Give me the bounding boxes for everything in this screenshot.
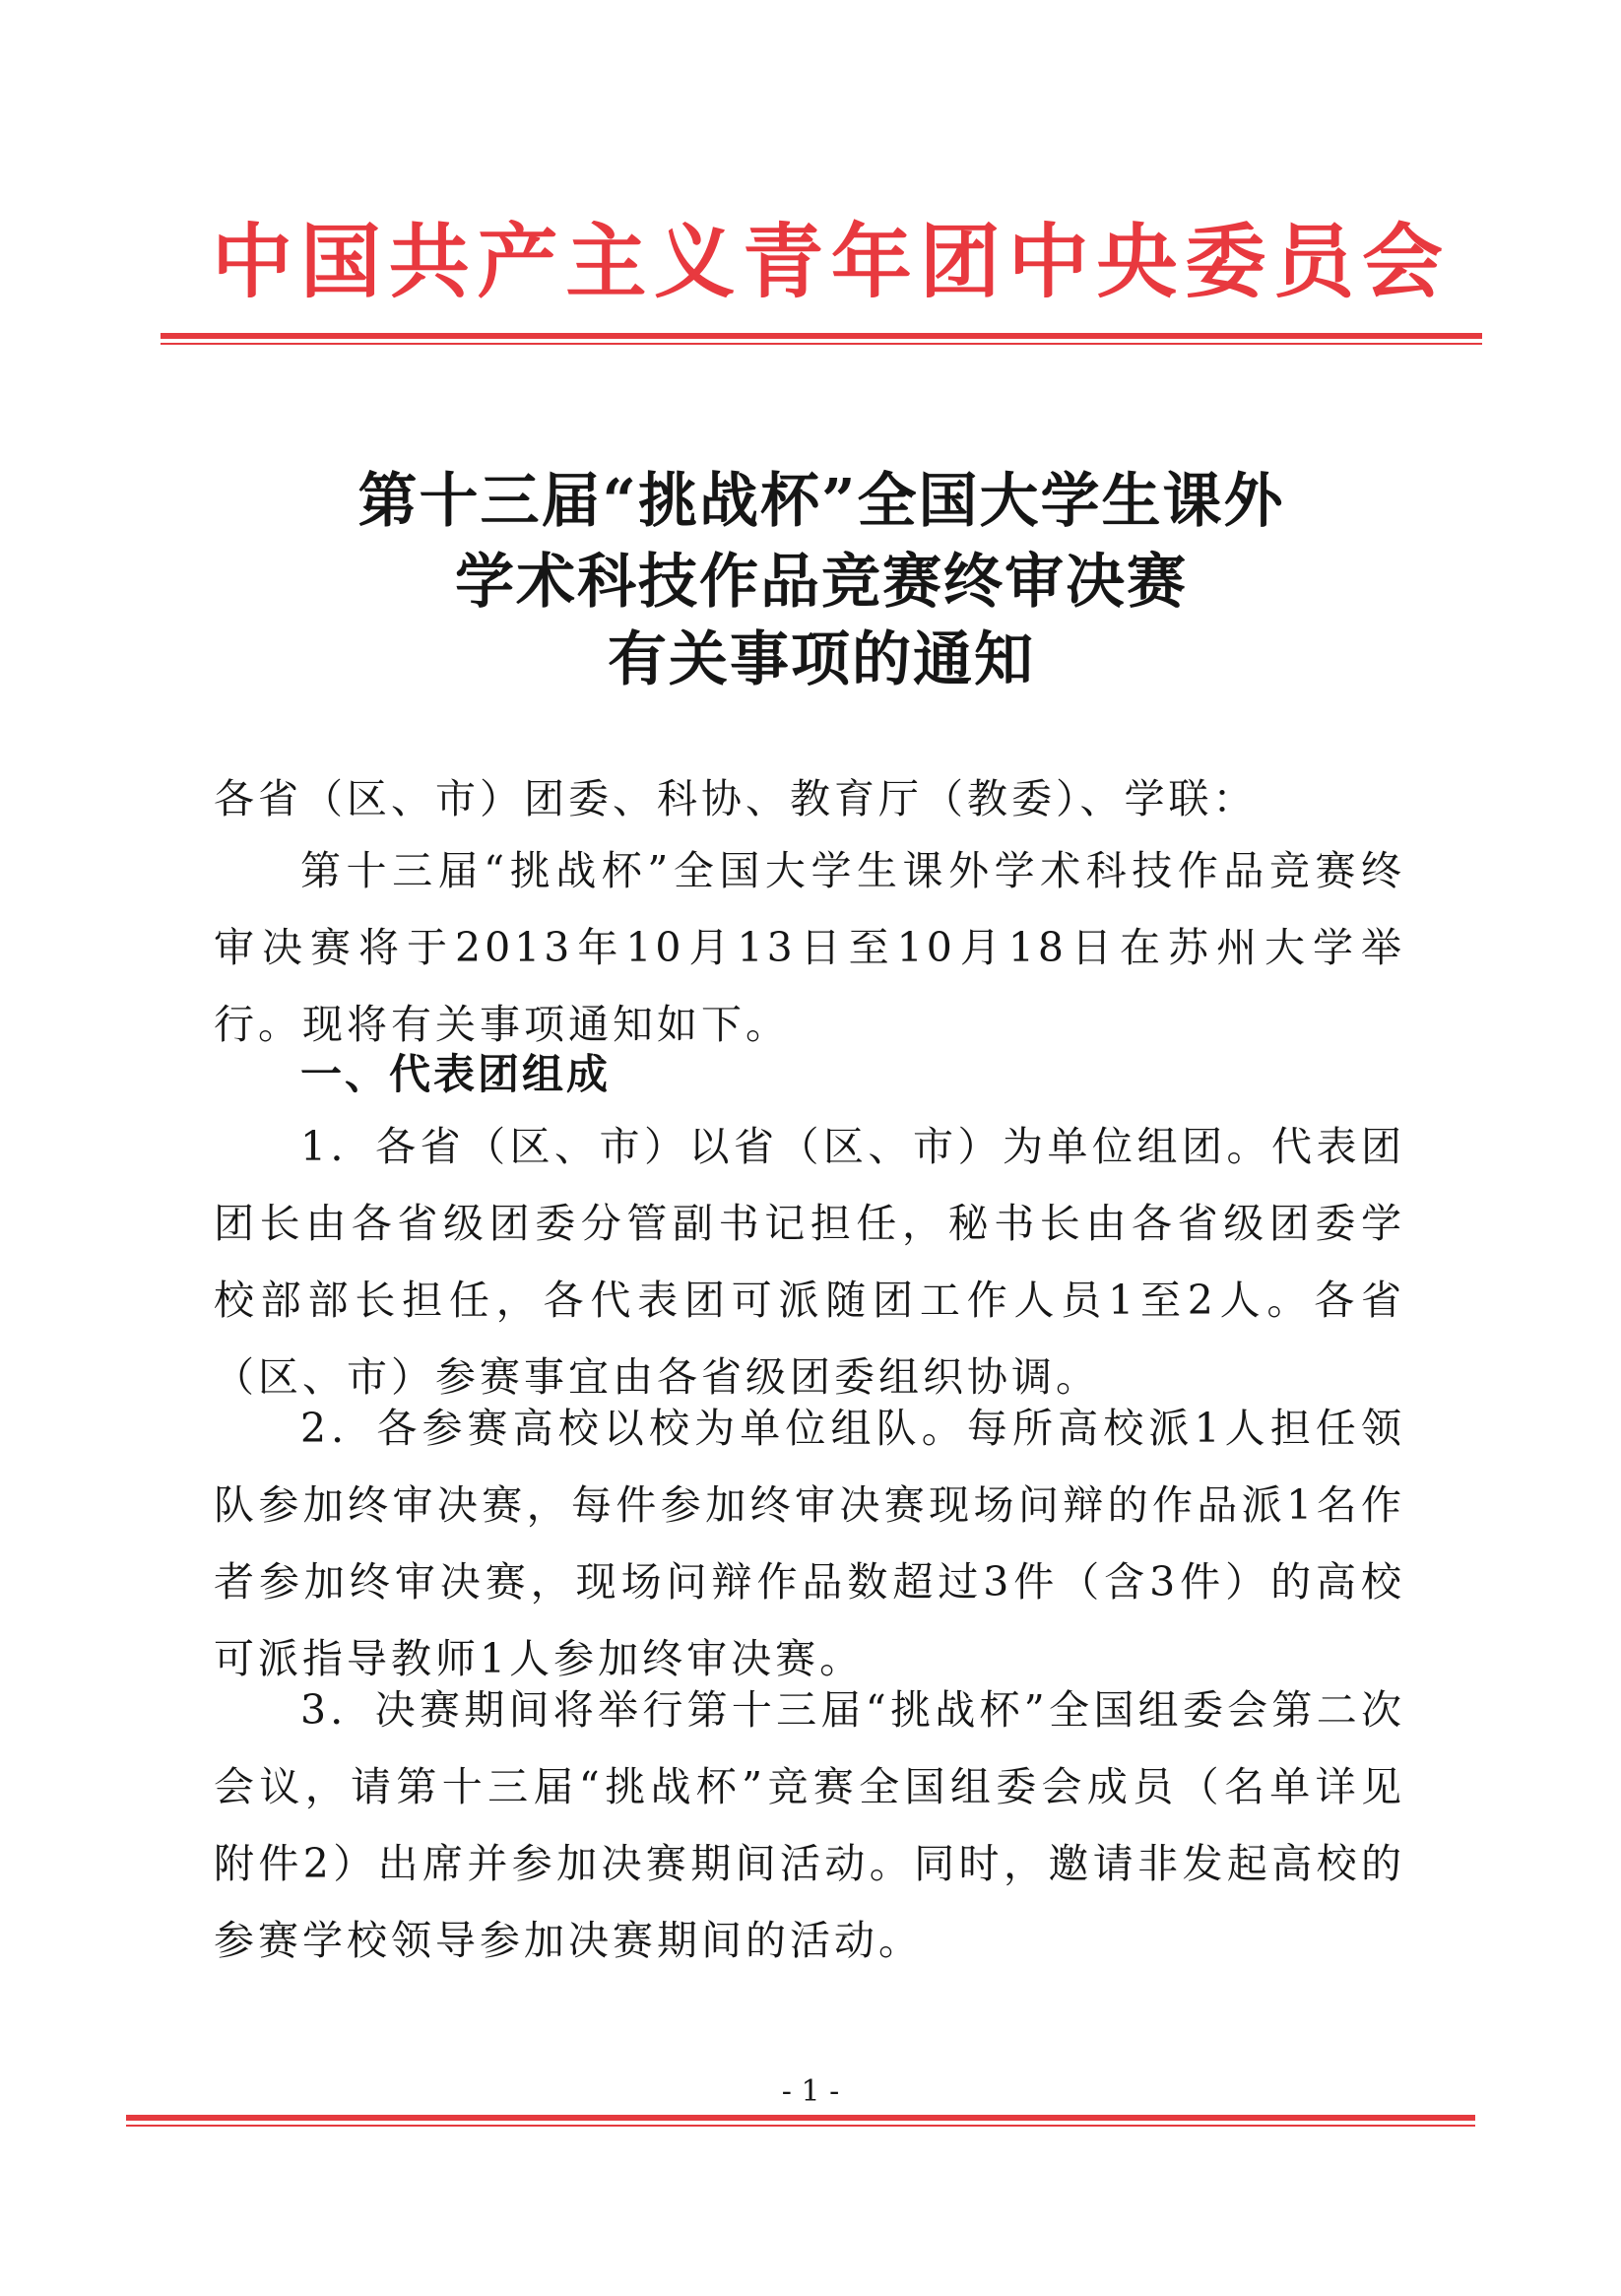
item-3-paragraph: 3．决赛期间将举行第十三届“挑战杯”全国组委会第二次会议，请第十三届“挑战杯”竞赛全国组委会成员（名单详见附件2）出席并参加决赛期间活动。同时，邀请非发起高校的参赛学校领导参加决赛期间的活动。 bbox=[214, 1686, 1405, 1964]
letterhead-char: 国 bbox=[299, 215, 381, 309]
letterhead-char: 员 bbox=[1273, 215, 1355, 309]
section-heading: 一、代表团组成 bbox=[300, 1050, 612, 1098]
letterhead-char: 委 bbox=[1185, 215, 1266, 309]
title-line-2: 学术科技作品竞赛终审决赛 bbox=[455, 548, 1188, 617]
letterhead-char: 主 bbox=[565, 215, 647, 309]
letterhead-char: 中 bbox=[212, 215, 293, 309]
salutation: 各省（区、市）团委、科协、教育厅（教委）、学联： bbox=[214, 775, 1258, 822]
page-number: - 1 - bbox=[781, 2074, 840, 2109]
title-line-3: 有关事项的通知 bbox=[608, 625, 1035, 694]
letterhead-char: 中 bbox=[1007, 215, 1089, 309]
item-1-paragraph: 1．各省（区、市）以省（区、市）为单位组团。代表团团长由各省级团委分管副书记担任，秘书长由各省级团委学校部部长担任，各代表团可派随团工作人员1至2人。各省（区、市）参赛事宜由各省级团委组织协调。 bbox=[214, 1123, 1405, 1401]
letterhead-char: 会 bbox=[1361, 215, 1443, 309]
letterhead-char: 团 bbox=[919, 215, 1001, 309]
letterhead-org-name bbox=[212, 207, 1443, 317]
item-2-paragraph: 2．各参赛高校以校为单位组队。每所高校派1人担任领队参加终审决赛，每件参加终审决赛现场问辩的作品派1名作者参加终审决赛，现场问辩作品数超过3件（含3件）的高校可派指导教师1人参加终审决赛。 bbox=[214, 1405, 1405, 1682]
letterhead-red-rule bbox=[161, 333, 1482, 345]
letterhead-char: 央 bbox=[1096, 215, 1178, 309]
title-line-1: 第十三届“挑战杯”全国大学生课外 bbox=[357, 467, 1285, 536]
letterhead-char: 青 bbox=[743, 215, 824, 309]
letterhead-char: 年 bbox=[830, 215, 912, 309]
letterhead-char: 共 bbox=[388, 215, 470, 309]
letterhead-char: 义 bbox=[654, 215, 736, 309]
intro-paragraph: 第十三届“挑战杯”全国大学生课外学术科技作品竞赛终审决赛将于2013年10月13日至10月18日在苏州大学举行。现将有关事项通知如下。 bbox=[214, 847, 1405, 1048]
letterhead-char: 产 bbox=[477, 215, 558, 309]
footer-red-rule bbox=[126, 2115, 1475, 2127]
